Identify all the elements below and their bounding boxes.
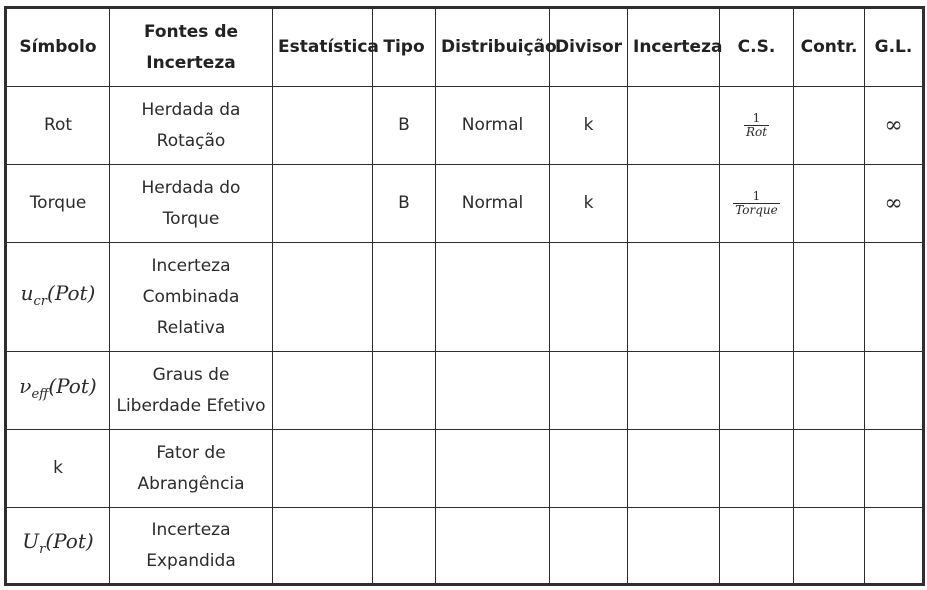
cs-numerator: 1	[752, 110, 761, 125]
estatistica-cell	[273, 87, 373, 165]
empty-cell	[373, 243, 436, 352]
symbol-base: u	[20, 280, 34, 305]
symbol-cell	[6, 352, 110, 430]
empty-cell	[794, 430, 865, 508]
table-row	[6, 165, 924, 243]
empty-cell	[720, 243, 794, 352]
empty-cell	[373, 352, 436, 430]
empty-cell	[628, 243, 720, 352]
symbol-subscript: r	[39, 542, 46, 557]
header-tipo: Tipo	[373, 8, 436, 87]
header-estatistica: Estatística	[273, 8, 373, 87]
empty-cell	[794, 243, 865, 352]
empty-cell	[720, 430, 794, 508]
symbol-cell: k	[6, 430, 110, 508]
incerteza-cell	[628, 87, 720, 165]
empty-cell	[436, 430, 550, 508]
symbol-base: U	[22, 529, 40, 553]
cs-cell	[720, 87, 794, 165]
header-divisor: Divisor	[550, 8, 628, 87]
cs-fraction	[744, 112, 769, 139]
distribuicao-cell: Normal	[436, 87, 550, 165]
empty-cell	[628, 430, 720, 508]
header-distribuicao: Distribuição	[436, 8, 550, 87]
cs-fraction	[733, 190, 780, 217]
uncertainty-table	[4, 6, 925, 586]
symbol-argument: (Pot)	[48, 374, 97, 398]
empty-cell	[550, 430, 628, 508]
empty-cell	[273, 508, 373, 585]
contr-cell	[794, 165, 865, 243]
source-cell: Herdada da Rotação	[110, 87, 273, 165]
cs-numerator: 1	[752, 188, 761, 203]
symbol-argument: (Pot)	[45, 529, 94, 553]
divisor-cell: k	[550, 87, 628, 165]
math-symbol	[20, 280, 96, 309]
cs-cell	[720, 165, 794, 243]
header-incerteza: Incerteza	[628, 8, 720, 87]
math-symbol	[22, 529, 94, 557]
tipo-cell: B	[373, 87, 436, 165]
symbol-base: ν	[19, 374, 32, 398]
empty-cell	[373, 508, 436, 585]
table-row	[6, 243, 924, 352]
tipo-cell: B	[373, 165, 436, 243]
empty-cell	[628, 508, 720, 585]
symbol-cell	[6, 508, 110, 585]
header-contr: Contr.	[794, 8, 865, 87]
source-cell: Incerteza Combinada Relativa	[110, 243, 273, 352]
empty-cell	[273, 430, 373, 508]
empty-cell	[273, 352, 373, 430]
table-row	[6, 508, 924, 585]
header-cs: C.S.	[720, 8, 794, 87]
source-cell: Fator de Abrangência	[110, 430, 273, 508]
symbol-subscript: eff	[31, 387, 49, 402]
empty-cell	[436, 508, 550, 585]
empty-cell	[865, 243, 924, 352]
contr-cell	[794, 87, 865, 165]
header-fontes: Fontes de Incerteza	[110, 8, 273, 87]
empty-cell	[865, 430, 924, 508]
gl-cell: ∞	[865, 87, 924, 165]
source-cell: Herdada do Torque	[110, 165, 273, 243]
source-cell: Graus de Liberdade Efetivo	[110, 352, 273, 430]
empty-cell	[436, 243, 550, 352]
estatistica-cell	[273, 165, 373, 243]
distribuicao-cell: Normal	[436, 165, 550, 243]
empty-cell	[436, 352, 550, 430]
symbol-cell	[6, 243, 110, 352]
empty-cell	[720, 352, 794, 430]
empty-cell	[273, 243, 373, 352]
symbol-subscript: cr	[33, 293, 48, 309]
source-cell: Incerteza Expandida	[110, 508, 273, 585]
empty-cell	[550, 508, 628, 585]
header-row	[6, 8, 924, 87]
empty-cell	[720, 508, 794, 585]
empty-cell	[794, 352, 865, 430]
empty-cell	[794, 508, 865, 585]
cs-denominator: Rot	[745, 124, 768, 139]
table-row	[6, 352, 924, 430]
empty-cell	[628, 352, 720, 430]
empty-cell	[865, 352, 924, 430]
symbol-argument: (Pot)	[47, 280, 96, 305]
empty-cell	[373, 430, 436, 508]
cs-denominator: Torque	[735, 202, 778, 217]
incerteza-cell	[628, 165, 720, 243]
symbol-cell: Rot	[6, 87, 110, 165]
math-symbol	[19, 374, 97, 402]
table-row	[6, 430, 924, 508]
divisor-cell: k	[550, 165, 628, 243]
symbol-cell: Torque	[6, 165, 110, 243]
empty-cell	[550, 243, 628, 352]
empty-cell	[865, 508, 924, 585]
gl-cell: ∞	[865, 165, 924, 243]
header-simbolo: Símbolo	[6, 8, 110, 87]
empty-cell	[550, 352, 628, 430]
header-gl: G.L.	[865, 8, 924, 87]
table-row	[6, 87, 924, 165]
